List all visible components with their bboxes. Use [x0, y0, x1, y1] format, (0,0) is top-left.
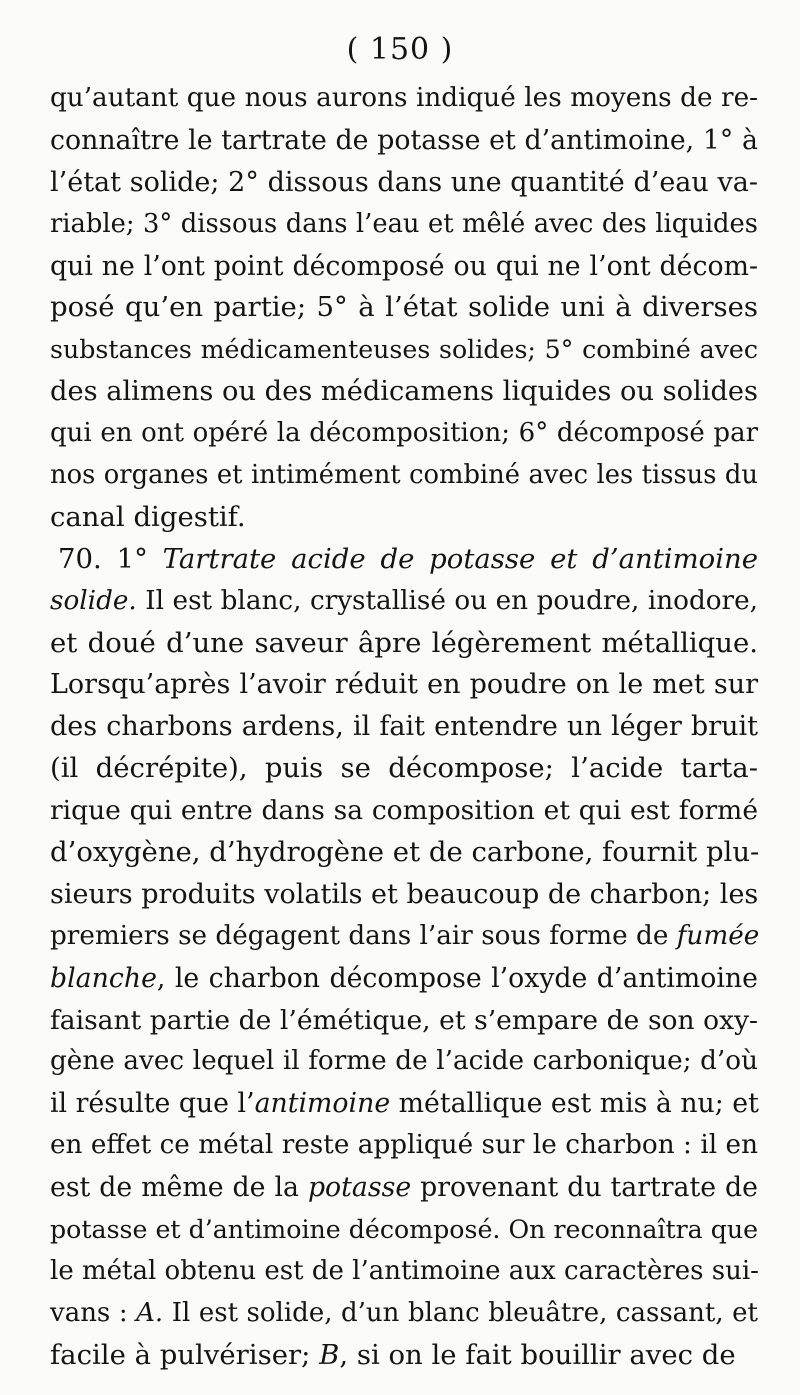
- text-line: [50, 748, 758, 790]
- text-line: [50, 1000, 758, 1042]
- body-text: [50, 78, 758, 1377]
- text-segment: sieurs produits volatils et beaucoup de charbon; les: [50, 878, 759, 910]
- text-segment: , si on le fait bouillir avec de: [339, 1338, 736, 1371]
- italic-text: antimoine: [254, 1088, 391, 1120]
- text-segment: , le charbon décompose l’oxyde d’antimoine: [156, 962, 758, 994]
- text-segment: canal digestif.: [50, 500, 246, 533]
- text-line: [50, 1083, 758, 1125]
- text-segment: qui ne l’ont point décomposé ou qui ne l’ont décom-: [50, 250, 758, 282]
- text-line: [50, 790, 758, 832]
- text-segment: il résulte que l’: [50, 1088, 255, 1120]
- italic-text: solide.: [50, 585, 137, 616]
- text-segment: Il est blanc, crystallisé ou en poudre, inodore,: [136, 585, 758, 616]
- text-line: [50, 958, 758, 1000]
- text-line: [50, 1041, 758, 1083]
- text-segment: riable; 3° dissous dans l’eau et mêlé avec des liquides: [50, 208, 758, 239]
- text-segment: qui en ont opéré la décomposition; 6° décomposé par: [50, 418, 758, 449]
- text-line: [50, 329, 758, 371]
- text-line: [50, 204, 758, 246]
- italic-text: blanche: [50, 962, 157, 994]
- italic-text: B: [319, 1338, 340, 1371]
- text-segment: est de même de la: [50, 1172, 308, 1204]
- text-line: [50, 581, 758, 623]
- text-segment: nos organes et intimément combiné avec les tissus du: [50, 460, 758, 491]
- italic-text: Tartrate acide de potasse et d’antimoine: [162, 542, 758, 575]
- text-segment: des charbons ardens, il fait entendre un léger bruit: [50, 711, 758, 743]
- text-segment: l’état solide; 2° dissous dans une quantité d’eau va-: [50, 166, 758, 198]
- text-line: [50, 287, 758, 329]
- text-segment: (il décrépite), puis se décompose; l’acide tarta-: [50, 752, 758, 785]
- text-line: [50, 413, 758, 455]
- text-line: [50, 1167, 758, 1209]
- text-line: [50, 623, 758, 665]
- text-segment: Lorsqu’après l’avoir réduit en poudre on le met sur: [50, 669, 758, 701]
- text-segment: des alimens ou des médicamens liquides ou solides: [50, 376, 759, 408]
- text-segment: qu’autant que nous aurons indiqué les moyens de re-: [50, 83, 758, 113]
- text-line: [50, 455, 758, 497]
- text-line: [50, 1125, 758, 1167]
- text-segment: facile à pulvériser;: [50, 1338, 320, 1371]
- text-segment: 70. 1°: [58, 542, 163, 575]
- italic-text: fumée: [676, 920, 760, 951]
- text-segment: et doué d’une saveur âpre légèrement métallique.: [50, 626, 758, 659]
- text-segment: potasse et d’antimoine décomposé. On reconnaîtra que: [50, 1215, 759, 1245]
- text-line: [50, 916, 758, 958]
- text-line: [50, 706, 758, 748]
- text-line: [50, 78, 758, 120]
- text-line: [50, 120, 758, 162]
- text-segment: faisant partie de l’émétique, et s’empare de son oxy-: [50, 1004, 758, 1036]
- text-line: [50, 162, 758, 204]
- text-line: [50, 832, 758, 874]
- text-line: [50, 497, 758, 539]
- text-segment: connaître le tartrate de potasse et d’antimoine, 1° à: [50, 124, 758, 156]
- text-segment: gène avec lequel il forme de l’acide carbonique; d’où: [50, 1046, 758, 1077]
- italic-text: A.: [136, 1297, 164, 1328]
- text-line: [50, 1251, 758, 1293]
- text-line: [50, 1209, 758, 1251]
- text-line: [50, 539, 758, 581]
- text-segment: rique qui entre dans sa composition et qui est formé: [50, 795, 758, 827]
- page-number: ( 150 ): [346, 32, 454, 67]
- text-segment: Il est solide, d’un blanc bleuâtre, cassant, et: [163, 1297, 758, 1328]
- text-segment: en effet ce métal reste appliqué sur le charbon : il en: [50, 1130, 758, 1161]
- text-segment: posé qu’en partie; 5° à l’état solide uni à diverses: [50, 291, 758, 324]
- text-line: [50, 874, 758, 916]
- text-line: [50, 1335, 758, 1377]
- text-segment: métallique est mis à nu; et: [390, 1088, 759, 1120]
- text-line: [50, 1293, 758, 1335]
- text-segment: substances médicamenteuses solides; 5° combiné avec: [50, 335, 758, 365]
- text-segment: provenant du tartrate de: [411, 1172, 758, 1204]
- text-segment: d’oxygène, d’hydrogène et de carbone, fournit plu-: [50, 836, 760, 869]
- text-line: [50, 371, 758, 413]
- text-segment: premiers se dégagent dans l’air sous forme de: [50, 920, 677, 951]
- text-line: [50, 664, 758, 706]
- text-segment: vans :: [50, 1297, 137, 1328]
- text-segment: le métal obtenu est de l’antimoine aux caractères sui-: [50, 1255, 759, 1286]
- italic-text: potasse: [307, 1172, 412, 1204]
- text-line: [50, 246, 758, 288]
